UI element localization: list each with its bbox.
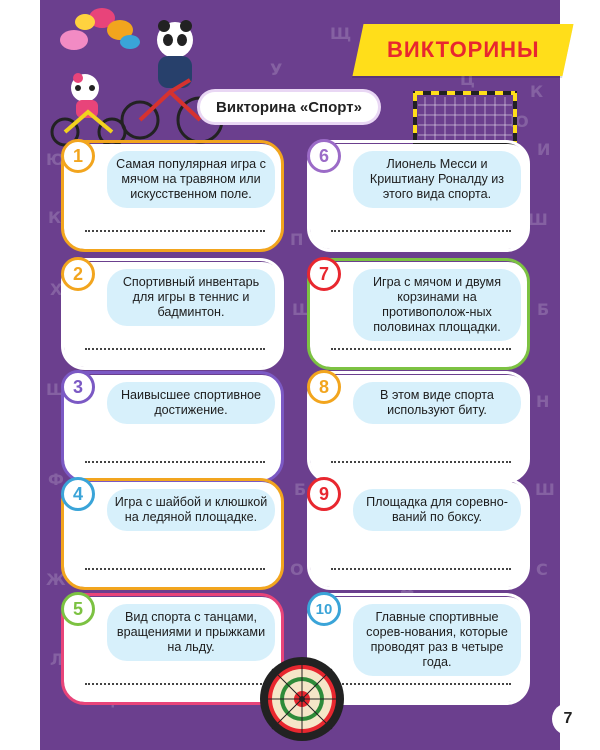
question-card-4 (64, 482, 282, 587)
dartboard-icon (258, 655, 346, 743)
question-card-9 (310, 482, 528, 587)
balloons-icon (60, 8, 140, 50)
section-banner (352, 24, 573, 76)
question-card-3 (64, 375, 282, 480)
girl-panda-cyclist-icon (52, 73, 125, 145)
answer-line[interactable] (331, 348, 511, 350)
question-card-6 (310, 144, 528, 249)
question-text: Наивысшее спортивное достижение. (107, 382, 275, 424)
answer-line[interactable] (85, 568, 265, 570)
question-text: Игра с шайбой и клюшкой на ледяной площадке. (107, 489, 275, 531)
question-text: Самая популярная игра с мячом на травяном или искусственном поле. (107, 151, 275, 208)
question-card-5 (64, 597, 282, 702)
question-number: 4 (61, 477, 95, 511)
workbook-page (40, 0, 573, 750)
background-letters: К Ц Ю И Ш Б Н Ш С Ю К Х Ш Ф Ж Л П Ш Б О Д Щ У (46, 24, 555, 669)
question-card-7 (310, 262, 528, 367)
answer-line[interactable] (85, 348, 265, 350)
question-number: 8 (307, 370, 341, 404)
answer-line[interactable] (85, 461, 265, 463)
question-card-2 (64, 262, 282, 367)
soccer-goal-icon (415, 93, 515, 143)
question-number: 6 (307, 139, 341, 173)
section-banner-text: ВИКТОРИНЫ (386, 37, 540, 62)
question-text: Игра с мячом и двумя корзинами на противополож-ных половинах площадки. (353, 269, 521, 341)
question-number: 1 (61, 139, 95, 173)
question-number: 10 (307, 592, 341, 626)
answer-line[interactable] (331, 683, 511, 685)
question-card-1 (64, 144, 282, 249)
answer-line[interactable] (331, 230, 511, 232)
question-number: 5 (61, 592, 95, 626)
question-number: 7 (307, 257, 341, 291)
quiz-title: Викторина «Спорт» (200, 92, 378, 122)
question-text: Лионель Месси и Криштиану Роналду из этого вида спорта. (353, 151, 521, 208)
question-text: Спортивный инвентарь для игры в теннис и бадминтон. (107, 269, 275, 326)
answer-line[interactable] (85, 683, 265, 685)
question-text: Площадка для соревно-ваний по боксу. (353, 489, 521, 531)
answer-line[interactable] (85, 230, 265, 232)
question-text: В этом виде спорта используют биту. (353, 382, 521, 424)
question-number: 9 (307, 477, 341, 511)
question-number: 3 (61, 370, 95, 404)
question-text: Главные спортивные сорев-нования, которые проводят раз в четыре года. (353, 604, 521, 676)
answer-line[interactable] (331, 568, 511, 570)
answer-line[interactable] (331, 461, 511, 463)
question-card-8 (310, 375, 528, 480)
question-number: 2 (61, 257, 95, 291)
page-number: 7 (552, 703, 584, 735)
question-text: Вид спорта с танцами, вращениями и прыжками на льду. (107, 604, 275, 661)
